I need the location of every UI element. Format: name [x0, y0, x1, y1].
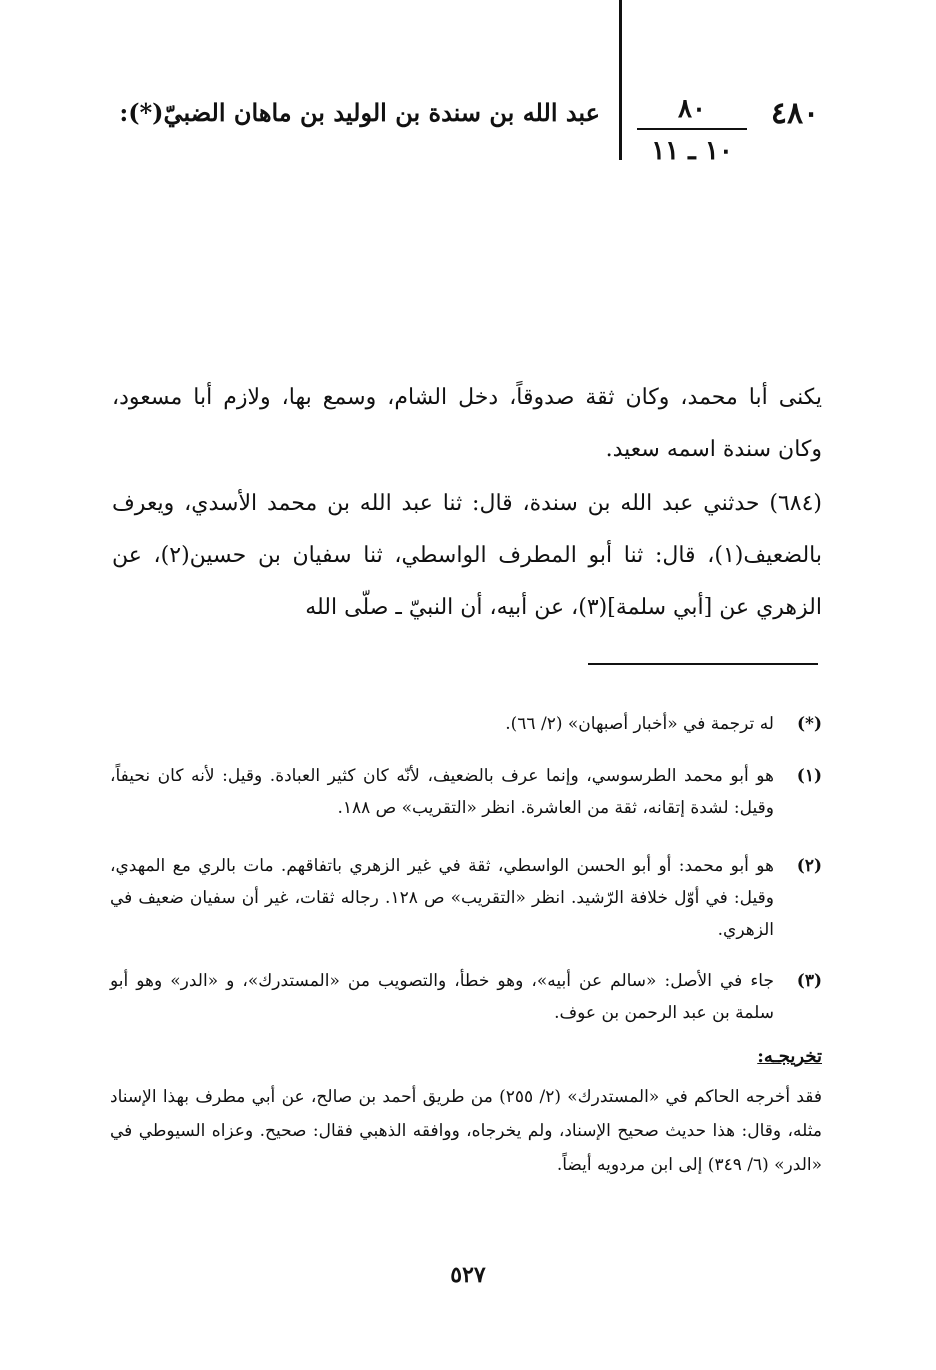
- takhrij-heading: تخريجـه:: [757, 1046, 822, 1067]
- entry-number: ٤٨٠: [770, 96, 820, 131]
- fraction-bar: [637, 128, 747, 130]
- header-divider-line: [619, 0, 622, 160]
- footnote-mark: (٢): [796, 856, 822, 876]
- footnote-2: [110, 850, 822, 946]
- footnote-mark: (٣): [796, 971, 822, 991]
- paragraph-1: يكنى أبا محمد، وكان ثقة صدوقاً، دخل الشام، وسمع بها، ولازم أبا مسعود، وكان سندة اسمه سعيد.: [112, 385, 822, 462]
- entry-title: عبد الله بن سندة بن الوليد بن ماهان الضبيّ(*):: [119, 98, 600, 127]
- footnote-1: [110, 760, 822, 824]
- footnote-text: هو أبو محمد الطرسوسي، وإنما عرف بالضعيف، لأنّه كان كثير العبادة. وقيل: لأنه كان نحيفاً، وقيل: لشدة إتقانه، ثقة من العاشرة. انظر «التقريب» ص ١٨٨.: [110, 766, 774, 818]
- footnote-text: جاء في الأصل: «سالم عن أبيه»، وهو خطأ، والتصويب من «المستدرك»، و «الدر» وهو أبو سلمة بن عبد الرحمن بن عوف.: [110, 971, 774, 1023]
- takhrij-text: فقد أخرجه الحاكم في «المستدرك» (٢/ ٢٥٥) من طريق أحمد بن صالح، عن أبي مطرف بهذا الإسناد مثله، وقال: هذا حديث صحيح الإسناد، ولم يخرجاه، ووافقه الذهبي فقال: صحيح. وعزاه السيوطي في «الدر» (٦/ ٣٤٩) إلى ابن مردويه أيضاً.: [110, 1087, 822, 1175]
- fraction-bottom: ١٠ ـ ١١: [651, 136, 733, 166]
- footnote-mark: (١): [796, 766, 822, 786]
- footnote-text: هو أبو محمد: أو أبو الحسن الواسطي، ثقة في غير الزهري باتفاقهم. مات بالري مع المهدي، وقيل: في أوّل خلافة الرّشيد. انظر «التقريب» ص ١٢٨. رجاله ثقات، غير أن سفيان ضعيف في الزهري.: [110, 856, 774, 940]
- footnote-mark: (*): [797, 714, 822, 734]
- fraction-top: ٨٠: [678, 94, 706, 124]
- entry-fraction: [632, 92, 752, 168]
- page-number: ٥٢٧: [450, 1262, 486, 1288]
- footnote-text: له ترجمة في «أخبار أصبهان» (٢/ ٦٦).: [505, 714, 774, 734]
- footnote-star: [110, 708, 822, 740]
- paragraph-2: (٦٨٤) حدثني عبد الله بن سندة، قال: ثنا عبد الله بن محمد الأسدي، ويعرف بالضعيف(١)، قال: ثنا أبو المطرف الواسطي، ثنا سفيان بن حسين(٢)، عن الزهري عن [أبي سلمة](٣)، عن أبيه، أن النبيّ ـ صلّى الله: [112, 491, 822, 620]
- footnote-3: [110, 965, 822, 1029]
- footnote-separator: [588, 663, 818, 665]
